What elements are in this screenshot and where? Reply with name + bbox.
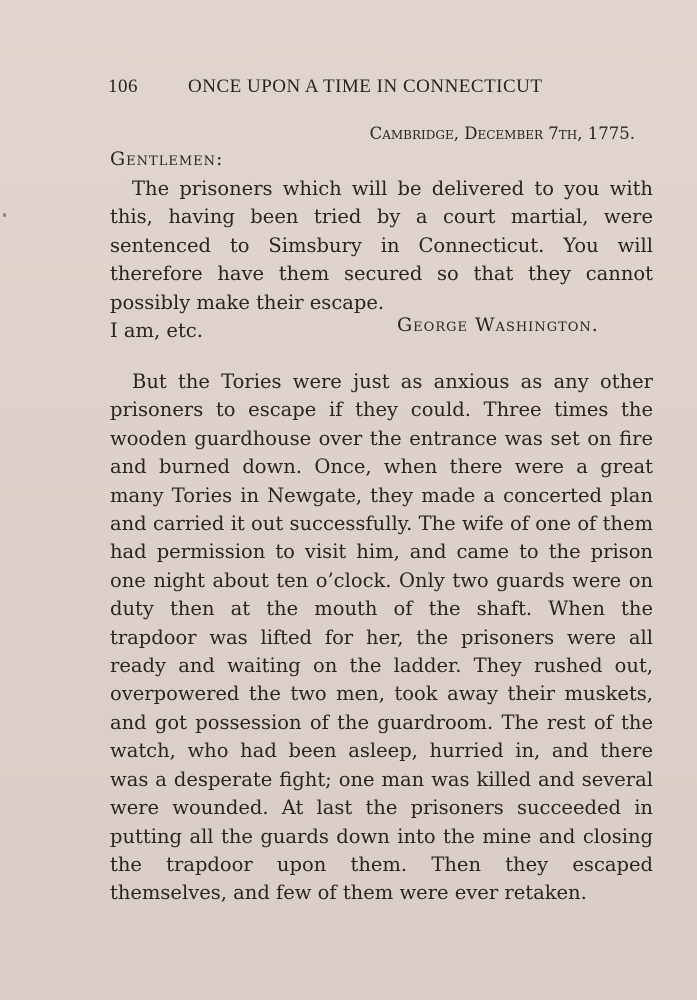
page-header [108, 76, 578, 104]
narrative-paragraph: But the Tories were just as anxious as any other prisoners to escape if they could. Three times the wooden guardhouse over the entrance was set on fire and burned down. Once, when there were a great many Tories in Newgate, they made a concerted plan and carried it out successfully. The wife of one of them had permission to visit him, and came to the prison one night about ten o’clock. Only two guards were on duty then at the mouth of the shaft. When the trapdoor was lifted for her, the prisoners were all ready and waiting on the ladder. They rushed out, overpowered the two men, took away their muskets, and got possession of the guardroom. The rest of the watch, who had been asleep, hurried in, and there was a desperate fight; one man was killed and several were wounded. At last the prisoners succeeded in putting all the guards down into the mine and closing the trapdoor upon them. Then they escaped themselves, and few of them were ever retaken. [110, 370, 653, 905]
letter-dateline: Cambridge, December 7th, 1775. [369, 124, 635, 143]
letter-signature: George Washington. [397, 314, 599, 336]
letter-text: The prisoners which will be delivered to you with this, having been tried by a court martial, were sentenced to Simsbury in Connecticut. You will therefore have them secured so that they cannot possibly make their escape. [110, 177, 653, 314]
letter-closing: I am, etc. [110, 319, 203, 343]
page-number: 106 [108, 76, 138, 97]
running-title: ONCE UPON A TIME IN CONNECTICUT [188, 76, 543, 97]
narrative-body [110, 368, 653, 908]
paper-speck [3, 213, 6, 217]
letter-salutation: Gentlemen: [110, 148, 224, 170]
